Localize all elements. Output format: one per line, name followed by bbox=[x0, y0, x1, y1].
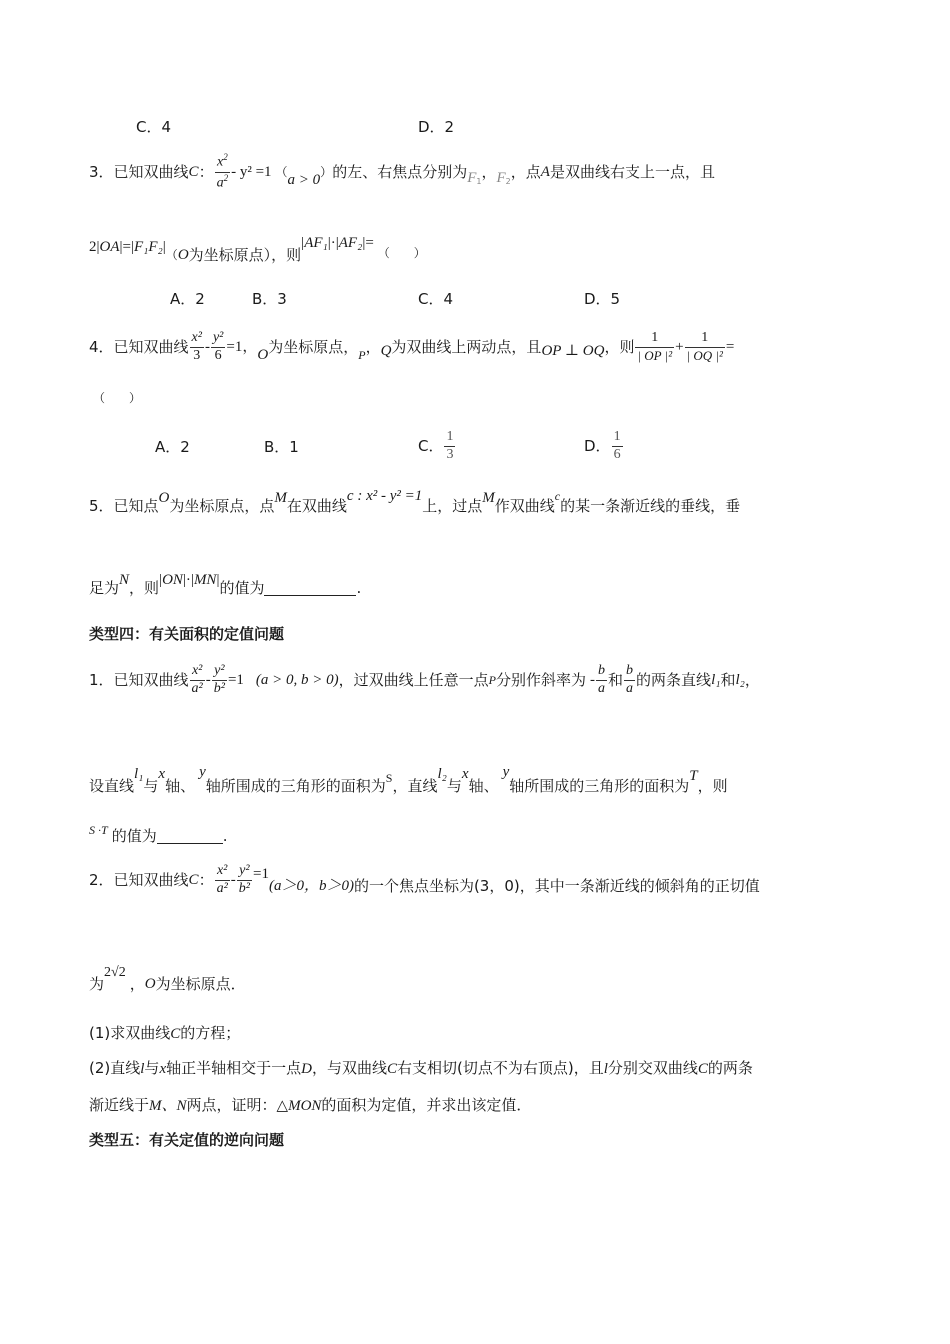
q4-option-c: C． $\frac{1}{3}$ bbox=[418, 428, 454, 462]
question-5-line-1: 5．已知点 O 为坐标原点，点 M 在双曲线 c : x² - y² =1 上，过点 M 作双曲线 c 的某一条渐近线的垂线，垂 bbox=[89, 487, 741, 515]
q4-option-b: B．1 bbox=[264, 438, 299, 456]
option-d: D．2 bbox=[418, 118, 455, 136]
type4-q2-part-2-line-2: 渐近线于M、N两点，证明：△MON的面积为定值，并求出该定值． bbox=[89, 1096, 532, 1114]
question-5-line-2: 足为 N ，则 | ON | · | MN | 的值为 . bbox=[89, 566, 361, 596]
q4-option-a: A．2 bbox=[155, 438, 190, 456]
section-heading-type4: 类型四：有关面积的定值问题 bbox=[89, 625, 285, 643]
type4-q1-line-2: 设直线 l₁ 与 x 轴、 y 轴所围成的三角形的面积为 S ，直线 l₂ 与 x 轴、 y 轴所围成的三角形的面积为 T ，则 bbox=[89, 764, 728, 795]
answer-blank bbox=[157, 829, 223, 844]
option-c: C．4 bbox=[136, 118, 172, 136]
type4-q2-line-2: 为 2√2 ， O 为坐标原点． bbox=[89, 965, 246, 993]
type4-q1-line-1: 1．已知双曲线 $\frac{\text{x²}}{\text{a²}}$ - $\frac{\text{y²}}{\text{b²}}$ =1 (a > 0, b > 0) ，过双曲线上任意一点 P 分别作斜率为 - $\frac{b}{a}$ 和 $\frac{b}{a}$ 的两条直线 l₁ 和 l₂ ， bbox=[89, 662, 760, 696]
q3-option-d: D．5 bbox=[584, 290, 621, 308]
question-3-line-2: 2 | OA | = | F₁F₂ | （ O 为坐标原点），则 | AF₁ | · | AF₂ | = （ ） bbox=[89, 232, 426, 262]
q4-answer-blank: （ ） bbox=[93, 391, 142, 405]
q3-option-b: B．3 bbox=[252, 290, 287, 308]
question-3-line-1: 3．已知双曲线 C ： $\frac{x^2}{a^2}$ - y² =1 （ a > 0 ） 的左、右焦点分别为 F 1 ， F 2 ，点 A 是双曲线右支上一点，且 bbox=[89, 152, 715, 191]
type4-q2-line-1: 2．已知双曲线 C ： $\frac{\text{x²}}{\text{a²}}$ - $\frac{\text{y²}}{\text{b²}}$ =1 (a＞0，b＞0) 的一个焦点坐标为(3，0)，其中一条渐近线的倾斜角的正切值 bbox=[89, 862, 760, 896]
section-heading-type5: 类型五：有关定值的逆向问题 bbox=[89, 1131, 285, 1149]
answer-blank bbox=[264, 581, 356, 596]
question-4-line-1: 4．已知双曲线 $\frac{\text{x²}}{3}$ - $\frac{\text{y²}}{6}$ =1， O 为坐标原点， P ， Q 为双曲线上两动点，且 OP ⊥ OQ ，则 $\frac{1}{\text{| OP |²}}$ + $\frac{1}{\text{| OQ |²}}$ = bbox=[89, 329, 735, 364]
q4-option-d: D． $\frac{1}{6}$ bbox=[584, 428, 621, 462]
type4-q1-line-3: S ·T 的值为 . bbox=[89, 823, 228, 845]
type4-q2-part-1: (1)求双曲线C的方程； bbox=[89, 1024, 241, 1042]
fraction-x2-a2: $\frac{x^2}{a^2}$ bbox=[216, 152, 229, 191]
q3-option-c: C．4 bbox=[418, 290, 454, 308]
type4-q2-part-2: (2)直线l与x轴正半轴相交于一点D，与双曲线C右支相切(切点不为右顶点)，且l分别交双曲线C的两条 bbox=[89, 1059, 753, 1077]
q3-option-a: A．2 bbox=[170, 290, 205, 308]
